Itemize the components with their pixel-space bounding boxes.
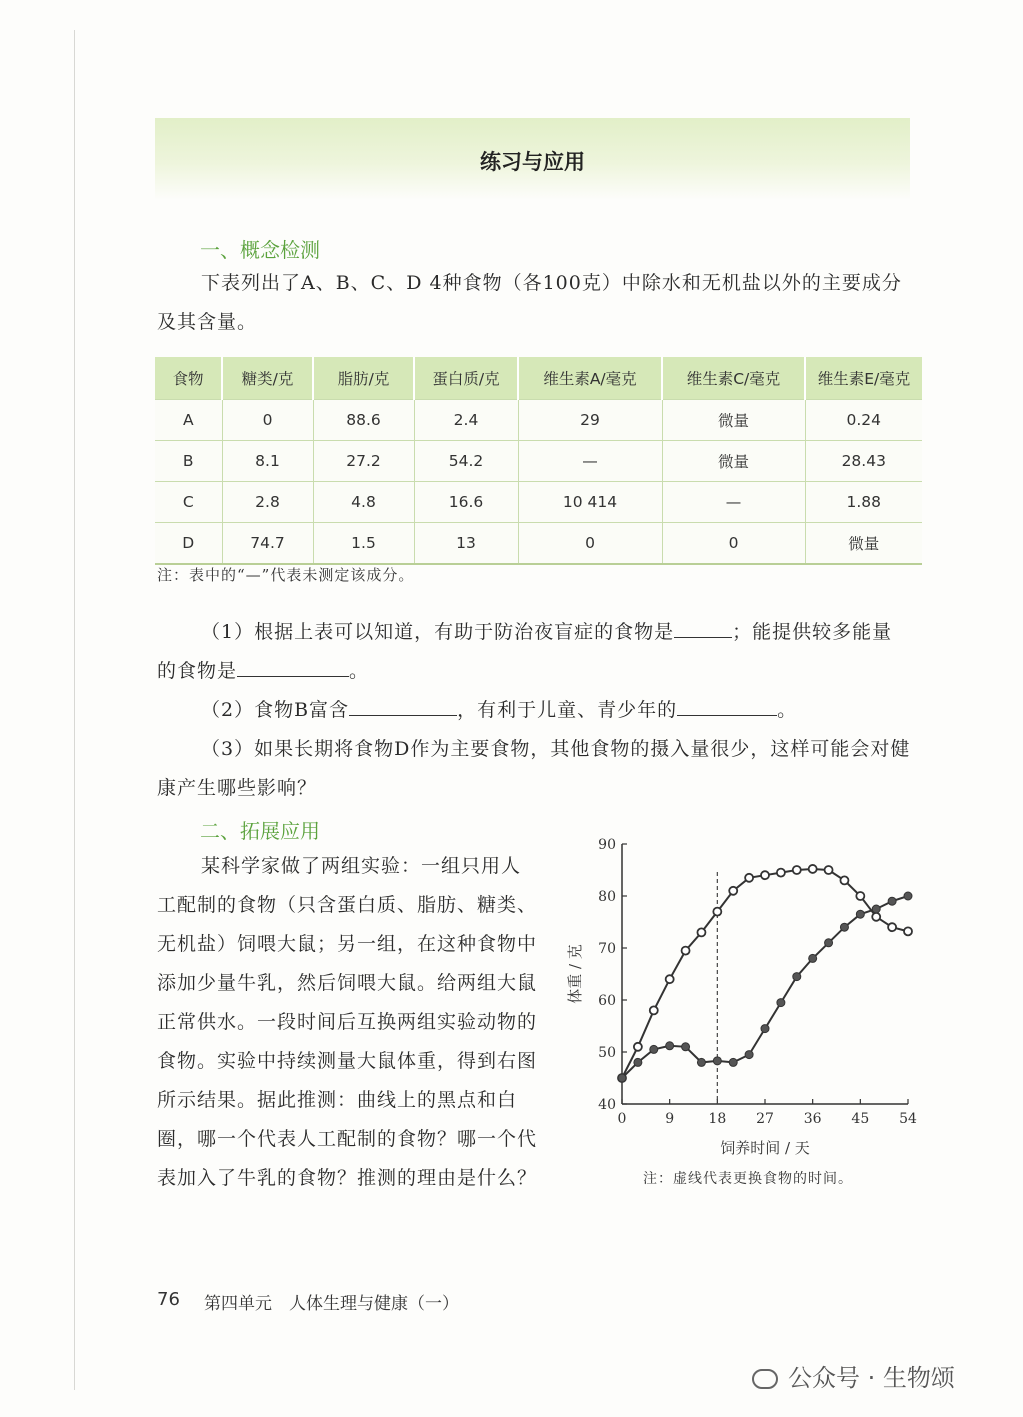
open-circle-point — [682, 947, 690, 955]
y-tick-label: 50 — [598, 1045, 616, 1061]
question-2-text-b: ，有利于儿童、青少年的 — [457, 699, 678, 721]
filled-dot-point — [856, 910, 864, 918]
open-circle-point — [793, 866, 801, 874]
filled-dot-point — [793, 973, 801, 981]
filled-dot-point — [729, 1058, 737, 1066]
watermark-text: 公众号 · 生物颂 — [788, 1364, 955, 1392]
filled-dot-point — [618, 1074, 626, 1082]
open-circle-point — [666, 975, 674, 983]
x-tick-label: 36 — [803, 1111, 822, 1127]
filled-dot-point — [682, 1043, 690, 1051]
table-cell: 0 — [518, 523, 662, 565]
question-3: （3）如果长期将食物D作为主要食物，其他食物的摄入量很少，这样可能会对健康产生哪些影响？ — [157, 738, 911, 799]
section-heading-extended-application: 二、拓展应用 — [200, 819, 320, 843]
x-tick-label: 18 — [708, 1111, 727, 1127]
table-cell: 1.88 — [805, 482, 922, 523]
x-tick-label: 9 — [665, 1111, 675, 1127]
table-row — [155, 482, 922, 523]
filled-dot-point — [650, 1045, 658, 1053]
table-cell: 13 — [414, 523, 518, 565]
table-header-cell: 维生素A/毫克 — [518, 357, 662, 400]
table-cell: A — [155, 400, 222, 441]
table-cell: 0 — [222, 400, 313, 441]
filled-dot-point — [634, 1058, 642, 1066]
filled-dot-point — [888, 897, 896, 905]
table-cell: D — [155, 523, 222, 565]
x-tick-label: 0 — [617, 1111, 627, 1127]
open-circle-point — [777, 869, 785, 877]
page-binding-edge — [74, 30, 75, 1390]
table-note: 注：表中的“—”代表未测定该成分。 — [157, 566, 415, 584]
open-circle-point — [697, 928, 705, 936]
x-tick-label: 45 — [851, 1111, 870, 1127]
table-cell: 1.5 — [313, 523, 414, 565]
x-tick-label: 27 — [756, 1111, 774, 1127]
table-header-cell: 维生素C/毫克 — [662, 357, 805, 400]
x-axis-label: 饲养时间 / 天 — [720, 1139, 810, 1157]
question-2 — [157, 691, 912, 730]
table-row — [155, 400, 922, 441]
table-cell: 微量 — [662, 400, 805, 441]
open-circle-point — [745, 874, 753, 882]
table-cell: 28.43 — [805, 441, 922, 482]
filled-dot-point — [904, 892, 912, 900]
filled-dot-point — [761, 1025, 769, 1033]
filled-dot-point — [697, 1058, 705, 1066]
answer-blank[interactable] — [674, 613, 732, 638]
question-2-end: 。 — [777, 699, 798, 721]
table-cell: 4.8 — [313, 482, 414, 523]
table-intro-paragraph: 下表列出了A、B、C、D 4种食物（各100克）中除水和无机盐以外的主要成分及其含量。 — [157, 272, 902, 333]
table-cell: 88.6 — [313, 400, 414, 441]
x-tick-label: 54 — [899, 1111, 917, 1127]
section-heading-concept-check: 一、概念检测 — [200, 238, 320, 262]
open-circle-point — [713, 908, 721, 916]
open-circle-point — [729, 887, 737, 895]
open-circle-point — [650, 1006, 658, 1014]
open-circle-point — [634, 1043, 642, 1051]
filled-dot-point — [872, 905, 880, 913]
open-circle-point — [872, 913, 880, 921]
table-row — [155, 441, 922, 482]
table-cell: 微量 — [805, 523, 922, 565]
table-cell: 0 — [662, 523, 805, 565]
table-cell: 2.4 — [414, 400, 518, 441]
table-header-row — [155, 357, 922, 400]
table-cell: 10 414 — [518, 482, 662, 523]
y-axis-label: 体重 / 克 — [566, 944, 584, 1004]
filled-dot-point — [745, 1051, 753, 1059]
y-tick-label: 90 — [598, 837, 616, 853]
y-tick-label: 80 — [598, 889, 616, 905]
y-tick-label: 70 — [598, 941, 616, 957]
filled-dot-point — [809, 954, 817, 962]
question-1-text-a: （1）根据上表可以知道，有助于防治夜盲症的食物是 — [201, 621, 675, 643]
table-cell: 29 — [518, 400, 662, 441]
table-cell: C — [155, 482, 222, 523]
table-header-cell: 脂肪/克 — [313, 357, 414, 400]
table-header-cell: 食物 — [155, 357, 222, 400]
filled-dot-point — [825, 939, 833, 947]
answer-blank[interactable] — [237, 652, 349, 677]
y-tick-label: 60 — [598, 993, 616, 1009]
table-cell: — — [518, 441, 662, 482]
page-number: 76 — [157, 1289, 180, 1310]
open-circle-point — [825, 866, 833, 874]
question-1-text-b: ；能提供较多能量的食物是 — [157, 621, 893, 682]
answer-blank[interactable] — [677, 691, 777, 716]
wechat-icon — [752, 1369, 778, 1389]
open-circle-point — [761, 871, 769, 879]
question-1-end: 。 — [349, 660, 370, 682]
nutrient-table — [155, 357, 922, 565]
table-cell: 74.7 — [222, 523, 313, 565]
open-circle-point — [904, 927, 912, 935]
weight-chart-container — [560, 828, 930, 1158]
experiment-paragraph: 某科学家做了两组实验：一组只用人工配制的食物（只含蛋白质、脂肪、糖类、无机盐）饲喂大鼠；另一组，在这种食物中添加少量牛乳，然后饲喂大鼠。给两组大鼠正常供水。一段时间后互换两组实验动物的食物。实验中持续测量大鼠体重，得到右图所示结果。据此推测：曲线上的黑点和白圈，哪一个代表人工配制的食物？哪一个代表加入了牛乳的食物？推测的理由是什么？ — [157, 855, 538, 1189]
title-banner — [155, 118, 910, 200]
table-cell: 16.6 — [414, 482, 518, 523]
table-cell: 8.1 — [222, 441, 313, 482]
table-row — [155, 523, 922, 565]
filled-dot-point — [777, 999, 785, 1007]
watermark — [752, 1358, 955, 1393]
filled-dot-point — [666, 1042, 674, 1050]
table-cell: 微量 — [662, 441, 805, 482]
y-tick-label: 40 — [598, 1097, 616, 1113]
answer-blank[interactable] — [349, 691, 457, 716]
page-title: 练习与应用 — [480, 150, 585, 174]
table-cell: — — [662, 482, 805, 523]
weight-line-chart — [560, 828, 930, 1158]
chart-note: 注：虚线代表更换食物的时间。 — [643, 1171, 853, 1187]
table-header-cell: 维生素E/毫克 — [805, 357, 922, 400]
open-circle-point — [888, 923, 896, 931]
table-cell: B — [155, 441, 222, 482]
filled-dot-point — [840, 923, 848, 931]
open-circle-point — [840, 876, 848, 884]
table-cell: 0.24 — [805, 400, 922, 441]
table-header-cell: 蛋白质/克 — [414, 357, 518, 400]
table-cell: 2.8 — [222, 482, 313, 523]
question-1 — [157, 613, 912, 691]
table-header-cell: 糖类/克 — [222, 357, 313, 400]
filled-dot-point — [713, 1057, 721, 1065]
open-circle-point — [809, 865, 817, 873]
table-cell: 54.2 — [414, 441, 518, 482]
table-cell: 27.2 — [313, 441, 414, 482]
open-circle-point — [856, 892, 864, 900]
unit-title: 第四单元 人体生理与健康（一） — [204, 1294, 459, 1314]
question-2-text-a: （2）食物B富含 — [201, 699, 350, 721]
